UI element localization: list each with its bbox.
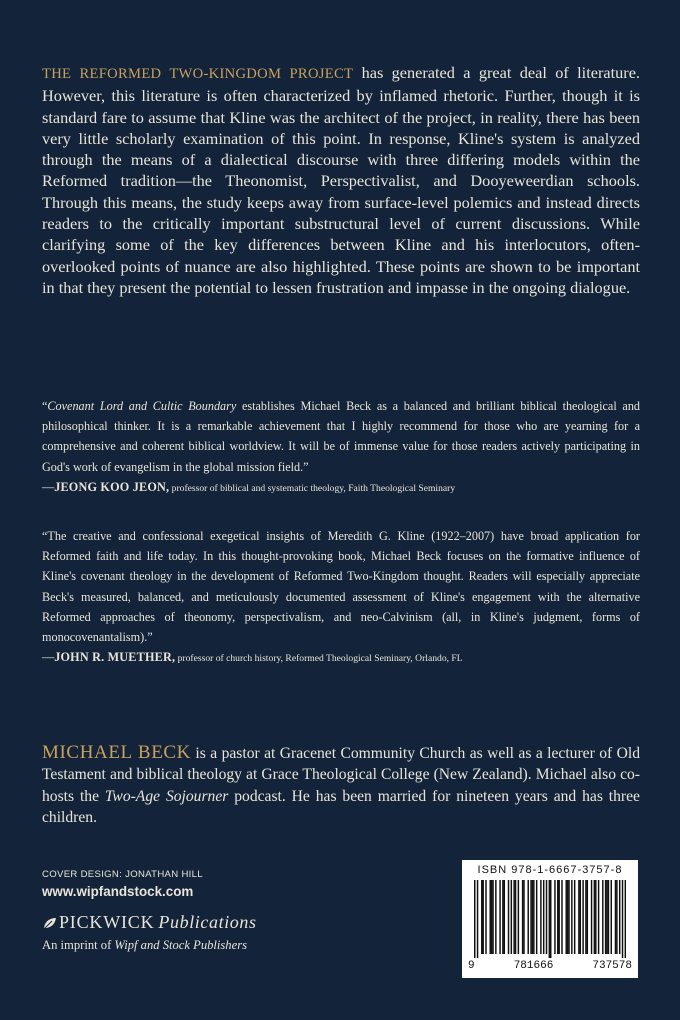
endorsement-1-open-quote: “ <box>42 399 48 413</box>
barcode-bar <box>605 880 606 954</box>
isbn-barcode <box>462 860 638 978</box>
endorsement-1-text: establishes Michael Beck as a balanced and brilliant biblical theological and philosophical thinker. It is a remarkable achievement that I highly recommend for those who are yearning for a comprehensive and coherent biblical worldview. It will be of immense value for those readers actively participating in God's work of evangelism in the global mission field.” <box>42 399 641 474</box>
barcode-bar <box>602 880 603 954</box>
barcode-bar <box>502 880 503 954</box>
barcode-bar <box>594 880 595 954</box>
barcode-bar <box>492 880 493 954</box>
barcode-bar <box>565 880 566 954</box>
barcode-bar <box>557 880 558 954</box>
barcode-bar <box>574 880 575 954</box>
barcode-bar <box>587 880 588 954</box>
barcode-bar <box>485 880 486 954</box>
podcast-name: Two-Age Sojourner <box>104 787 229 805</box>
barcode-bar <box>571 880 572 954</box>
barcode-bar <box>495 880 496 954</box>
barcode-bar <box>550 880 551 958</box>
barcode-bar <box>595 880 596 954</box>
bio-text-after: podcast. He has been married for nineteen years and has three children. <box>42 787 640 826</box>
barcode-bar <box>504 880 505 954</box>
leaf-icon <box>42 915 58 931</box>
barcode-bar <box>482 880 483 954</box>
endorsement-2-name: JOHN R. MUETHER, <box>54 650 176 665</box>
barcode-bar <box>533 880 534 954</box>
endorsement-1-dash: — <box>42 479 55 494</box>
barcode-bar <box>608 880 609 954</box>
description-blurb <box>42 62 640 298</box>
barcode-bar <box>561 880 562 954</box>
barcode-bar <box>474 880 475 958</box>
barcode-bar <box>477 880 478 958</box>
endorsement-2-text: “The creative and confessional exegetical insights of Meredith G. Kline (1922–2007) have broad application for Reformed faith and life today. In this thought-provoking book, Michael Beck focuses on the formative influence of Kline's covenant theology in the development of Reformed Two-Kingdom thought. Readers will especially appreciate Beck's measured, balanced, and meticulously documented assessment of Kline's engagement with the alternative Reformed approaches of theonomy, perspectivalism, and neo-Calvinism (all, in Kline's judgment, forms of monocovenantalism).” <box>42 529 640 645</box>
barcode-bar <box>591 880 592 954</box>
endorsement-1 <box>42 396 640 499</box>
barcode-bar <box>536 880 537 954</box>
barcode-bar <box>522 880 523 954</box>
endorsement-2-dash: — <box>42 650 55 665</box>
barcode-bar <box>532 880 533 954</box>
barcode-bar <box>546 880 547 954</box>
barcode-bar <box>508 880 509 954</box>
barcode-bar <box>585 880 586 954</box>
imprint-prefix: An imprint of <box>42 938 115 952</box>
barcode-bar <box>491 880 492 954</box>
bio-text-before: is a pastor at Gracenet Community Church as well as a lecturer of Old Testament and biblical theology at Grace Theological College (New Zealand). Michael also co-hosts the <box>42 745 640 805</box>
barcode-bar <box>611 880 612 954</box>
barcode-bar <box>625 880 626 958</box>
isbn-label: ISBN 978-1-6667-3757-8 <box>477 864 623 876</box>
barcode-bars <box>474 880 626 958</box>
isbn-digits-left: 781666 <box>513 960 554 972</box>
endorsement-1-name: JEONG KOO JEON, <box>54 479 170 494</box>
blurb-text: has generated a great deal of literature. However, this literature is often characterized by inflamed rhetoric. Further, though it is standard fare to assume that Kline was the architect of the project, in reality, there has been very little scholarly examination of this point. In response, Kline's system is analyzed through the means of a dialectical discourse with three differing models within the Reformed tradition—the Theonomist, Perspectivalist, and Dooyeweerdian schools. Through this means, the study keeps away from surface-level polemics and instead directs readers to the critically important substructural level of current discussions. While clarifying some of the key differences between Kline and his interlocutors, often-overlooked points of nuance are also highlighted. These points are shown to be important in that they present the potential to lessen frustration and impasse in the ongoing dialogue. <box>42 63 640 297</box>
barcode-bar <box>615 880 616 954</box>
publisher-publications: Publications <box>158 912 257 932</box>
author-name: MICHAEL BECK <box>42 742 191 763</box>
endorsement-1-attribution <box>42 477 640 499</box>
barcode-bar <box>481 880 482 954</box>
author-bio <box>42 742 640 828</box>
barcode-bar <box>568 880 569 954</box>
barcode-bar <box>619 880 620 954</box>
barcode-bar <box>622 880 623 958</box>
cover-design-credit: COVER DESIGN: JONATHAN HILL <box>42 869 203 880</box>
barcode-bar <box>554 880 555 954</box>
barcode-bar <box>567 880 568 954</box>
barcode-bar <box>578 880 579 954</box>
isbn-digits-right: 737578 <box>592 960 632 972</box>
publisher-logo <box>42 912 257 933</box>
barcode-bar <box>543 880 544 954</box>
barcode-bar <box>513 880 514 954</box>
barcode-bar <box>527 880 528 954</box>
barcode-bar <box>515 880 516 954</box>
barcode-bar <box>558 880 559 954</box>
barcode-bar <box>489 880 490 954</box>
barcode-bar <box>549 880 550 958</box>
barcode-bar <box>499 880 500 954</box>
blurb-lead: THE REFORMED TWO-KINGDOM PROJECT <box>42 66 354 82</box>
barcode-bar <box>606 880 607 954</box>
barcode-bar <box>540 880 541 954</box>
barcode-bar <box>523 880 524 954</box>
publisher-name: PICKWICK <box>59 912 155 932</box>
endorsement-1-role: professor of biblical and systematic theology, Faith Theological Seminary <box>169 482 456 494</box>
barcode-bar <box>530 880 531 954</box>
barcode-bar <box>598 880 599 954</box>
publisher-url: www.wipfandstock.com <box>42 884 194 899</box>
barcode-bar <box>582 880 583 954</box>
barcode-bar <box>580 880 581 954</box>
barcode-bar <box>518 880 519 954</box>
isbn-digit-lead: 9 <box>468 960 475 972</box>
endorsement-2-role: professor of church history, Reformed Theological Seminary, Orlando, FL <box>175 653 463 665</box>
barcode-bar <box>616 880 617 954</box>
imprint-line <box>42 938 247 953</box>
isbn-digits <box>468 960 632 972</box>
endorsement-2 <box>42 526 640 669</box>
endorsement-2-attribution <box>42 647 640 669</box>
imprint-name: Wipf and Stock Publishers <box>114 938 247 952</box>
endorsement-1-book-title: Covenant Lord and Cultic Boundary <box>47 399 237 413</box>
barcode-bar <box>511 880 512 954</box>
